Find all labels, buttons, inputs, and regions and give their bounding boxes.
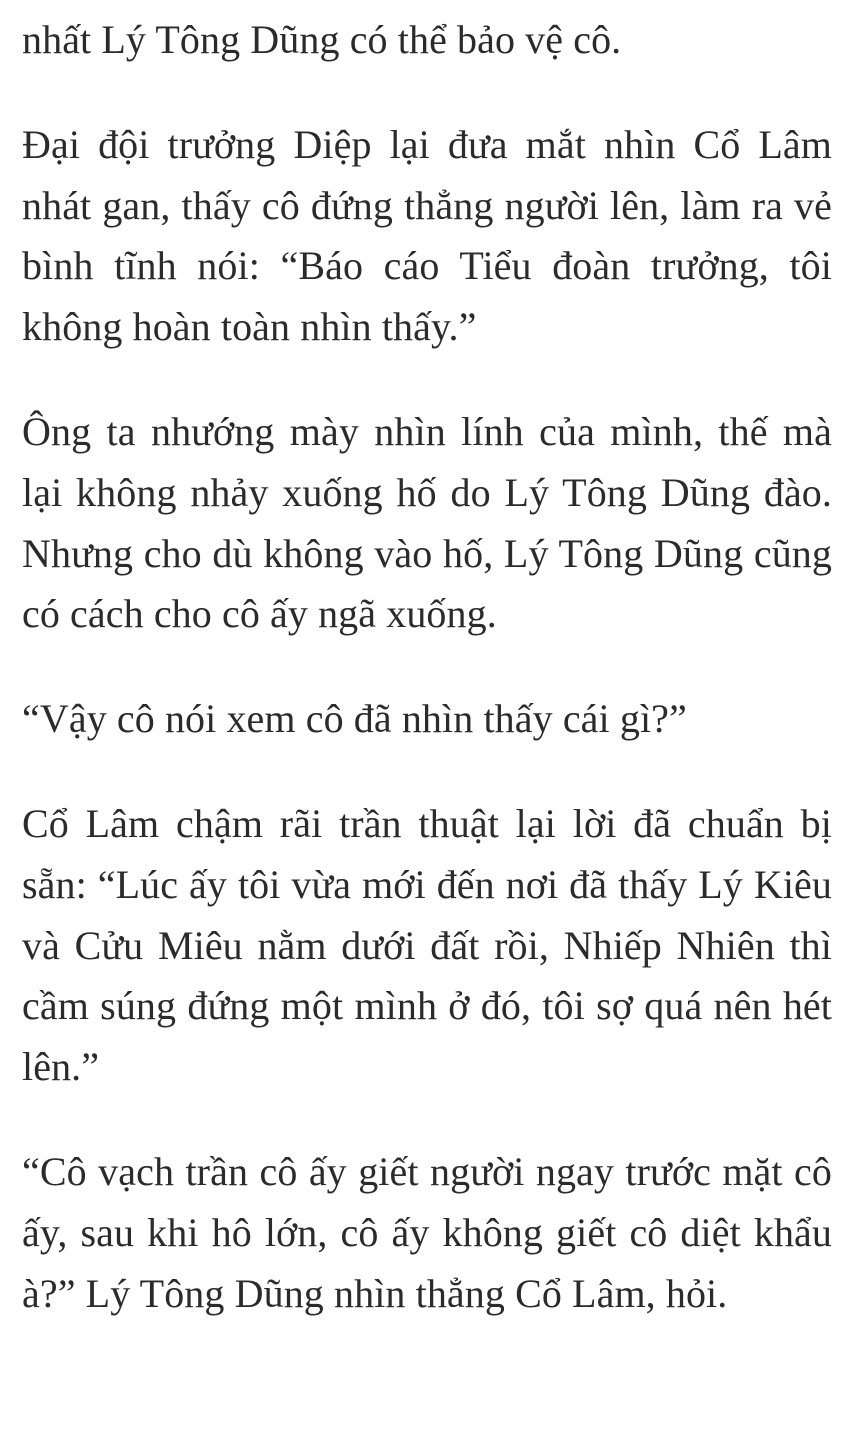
paragraph-2: Đại đội trưởng Diệp lại đưa mắt nhìn Cổ Lâm nhát gan, thấy cô đứng thẳng người lên, làm ra vẻ bình tĩnh nói: “Báo cáo Tiểu đoàn trưởng, tôi không hoàn toàn nhìn thấy.” [22,121,832,350]
paragraph-4: “Vậy cô nói xem cô đã nhìn thấy cái gì?” [22,696,687,742]
paragraph-5: Cổ Lâm chậm rãi trần thuật lại lời đã chuẩn bị sẵn: “Lúc ấy tôi vừa mới đến nơi đã thấy Lý Kiêu và Cửu Miêu nằm dưới đất rồi, Nhiếp Nhiên thì cầm súng đứng một mình ở đó, tôi sợ quá nên hét lên.” [22,800,832,1090]
paragraph-3: Ông ta nhướng mày nhìn lính của mình, thế mà lại không nhảy xuống hố do Lý Tông Dũng đào. Nhưng cho dù không vào hố, Lý Tông Dũng cũng có cách cho cô ấy ngã xuống. [22,408,832,637]
paragraph-1: nhất Lý Tông Dũng có thể bảo vệ cô. [22,17,622,62]
paragraph-6: “Cô vạch trần cô ấy giết người ngay trước mặt cô ấy, sau khi hô lớn, cô ấy không giết cô diệt khẩu à?” Lý Tông Dũng nhìn thẳng Cổ Lâm, hỏi. [22,1148,832,1316]
